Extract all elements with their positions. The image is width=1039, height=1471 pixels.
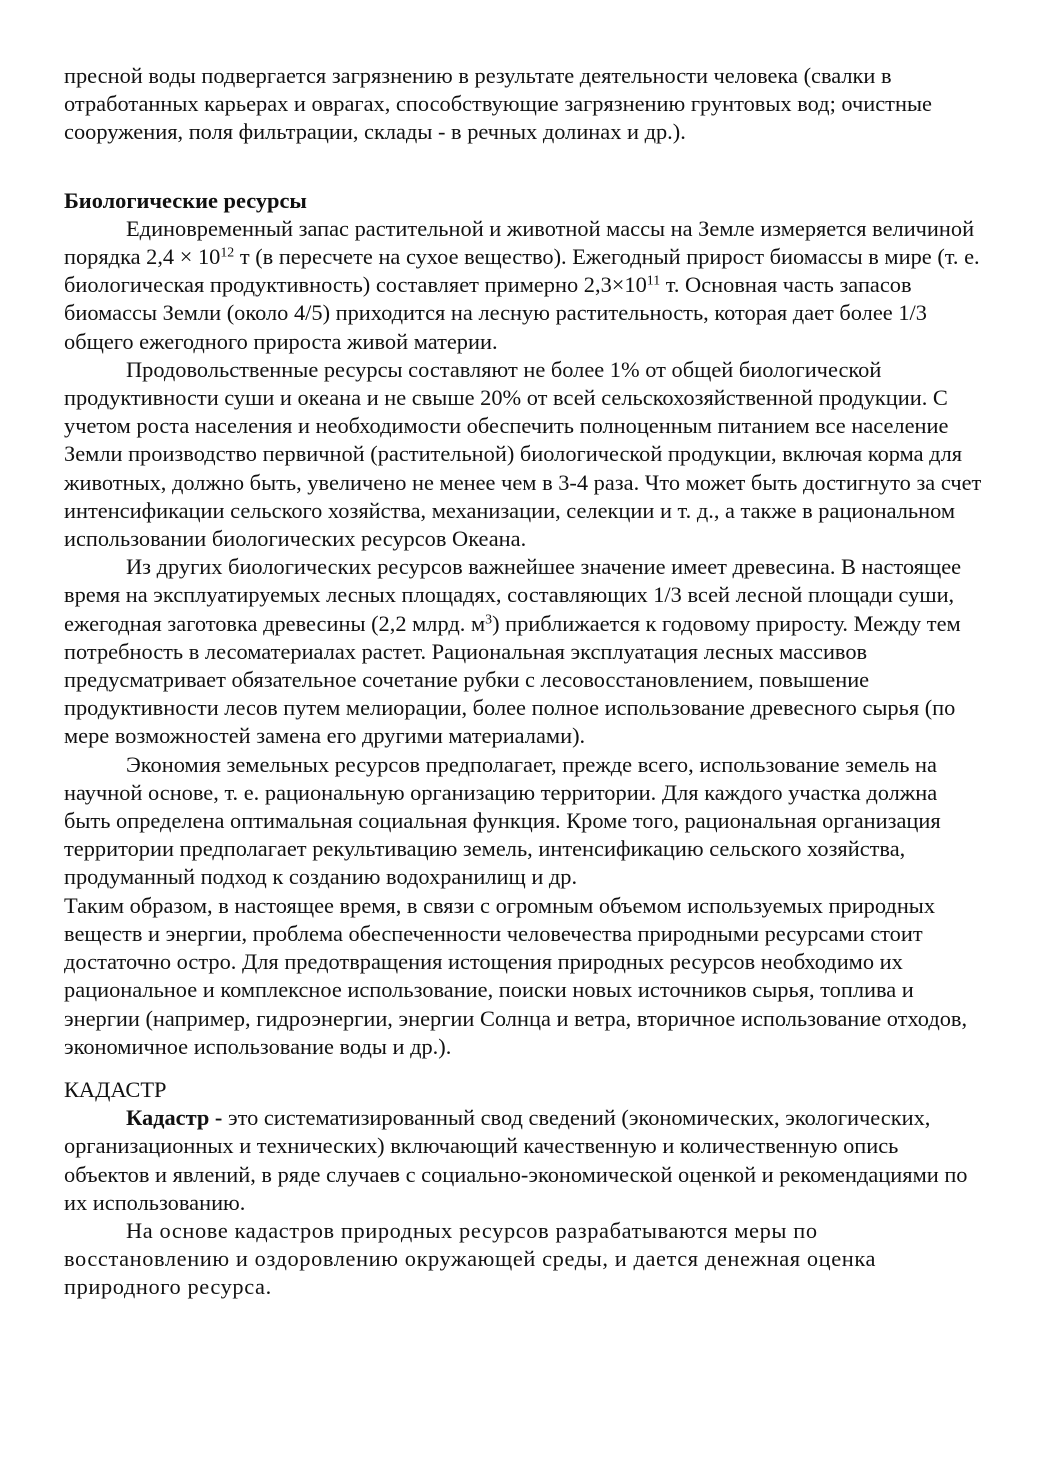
paragraph-conclusion: Таким образом, в настоящее время, в связи с огромным объемом используемых природных веществ и энергии, проблема обеспеченности человечества природными ресурсами стоит достаточно остро. Для предотвращения истощения природных ресурсов необходимо их рациональное и комплексное использование, поиски новых источников сырья, топлива и энергии (например, гидроэнергии, энергии Солнца и ветра, вторичное использование отходов, экономичное использование воды и др.).: [64, 892, 968, 1059]
section-heading-cadastre: КАДАСТР: [64, 1076, 167, 1102]
paragraph-biomass: [64, 215, 982, 356]
intro-paragraph: пресной воды подвергается загрязнению в результате деятельности человека (свалки в отработанных карьерах и оврагах, способствующие загрязнению грунтовых вод; очистные сооружения, поля фильтрации, склады - в речных долинах и др.).: [64, 63, 932, 145]
paragraph-land-resources: Экономия земельных ресурсов предполагает, прежде всего, использование земель на научной основе, т. е. рациональную организацию территории. Для каждого участка должна быть определена оптимальная социальная функция. Кроме того, рациональная организация территории предполагает рекультивацию земель, интенсификацию сельского хозяйства, продуманный подход к созданию водохранилищ и др.: [64, 751, 941, 890]
paragraph-cadastre-definition: [64, 1104, 982, 1217]
paragraph-biomass-text-b: т (в пересчете на сухое вещество). Ежегодный прирост биомассы в мире (т. е. биологическая продуктивность) составляет примерно 2,3×10: [64, 244, 980, 298]
paragraph-timber: [64, 553, 982, 750]
paragraph-timber-text-a: Из других биологических ресурсов важнейшее значение имеет древесина. В настоящее время на эксплуатируемых лесных площадях, составляющих 1/3 всей лесной площади суши, ежегодная заготовка древесины (2,2 млрд. м: [64, 554, 962, 636]
superscript-12: 12: [220, 245, 235, 261]
paragraph-biomass-text-c: т. Основная часть запасов биомассы Земли (около 4/5) приходится на лесную растительность, которая дает более 1/3 общего ежегодного прироста живой материи.: [64, 272, 927, 354]
paragraph-cadastre-measures: На основе кадастров природных ресурсов разрабатываются меры по восстановлению и оздоровлению окружающей среды, и дается денежная оценка природного ресурса.: [64, 1217, 877, 1300]
document-page: [64, 62, 982, 1302]
paragraph-biomass-text-a: Единовременный запас растительной и животной массы на Земле измеряется величиной порядка 2,4 × 10: [64, 215, 975, 270]
paragraph-food-resources: Продовольственные ресурсы составляют не более 1% от общей биологической продуктивности суши и океана и не свыше 20% от всей сельскохозяйственной продукции. С учетом роста населения и необходимости обеспечить полноценным питанием все население Земли производство первичной (растительной) биологической продукции, включая корма для животных, должно быть, увеличено не менее чем в 3-4 раза. Что может быть достигнуто за счет интенсификации сельского хозяйства, механизации, селекции и т. д., а также в рациональном использовании биологических ресурсов Океана.: [64, 356, 982, 552]
term-cadastre: Кадастр -: [126, 1105, 223, 1131]
section-heading-biological-resources: Биологические ресурсы: [64, 187, 307, 213]
paragraph-cadastre-definition-text: это систематизированный свод сведений (экономических, экологических, организационных и технических) включающий качественную и количественную опись объектов и явлений, в ряде случаев с социально-экономической оценкой и рекомендациями по их использованию.: [64, 1105, 968, 1215]
paragraph-timber-text-b: ) приближается к годовому приросту. Между тем потребность в лесоматериалах растет. Рациональная эксплуатация лесных массивов предусматривает обязательное сочетание рубки с лесовосстановлением, повышение продуктивности лесов путем мелиорации, более полное использование древесного сырья (по мере возможностей замена его другими материалами).: [64, 610, 961, 749]
superscript-3: 3: [485, 612, 493, 628]
superscript-11: 11: [646, 273, 661, 289]
